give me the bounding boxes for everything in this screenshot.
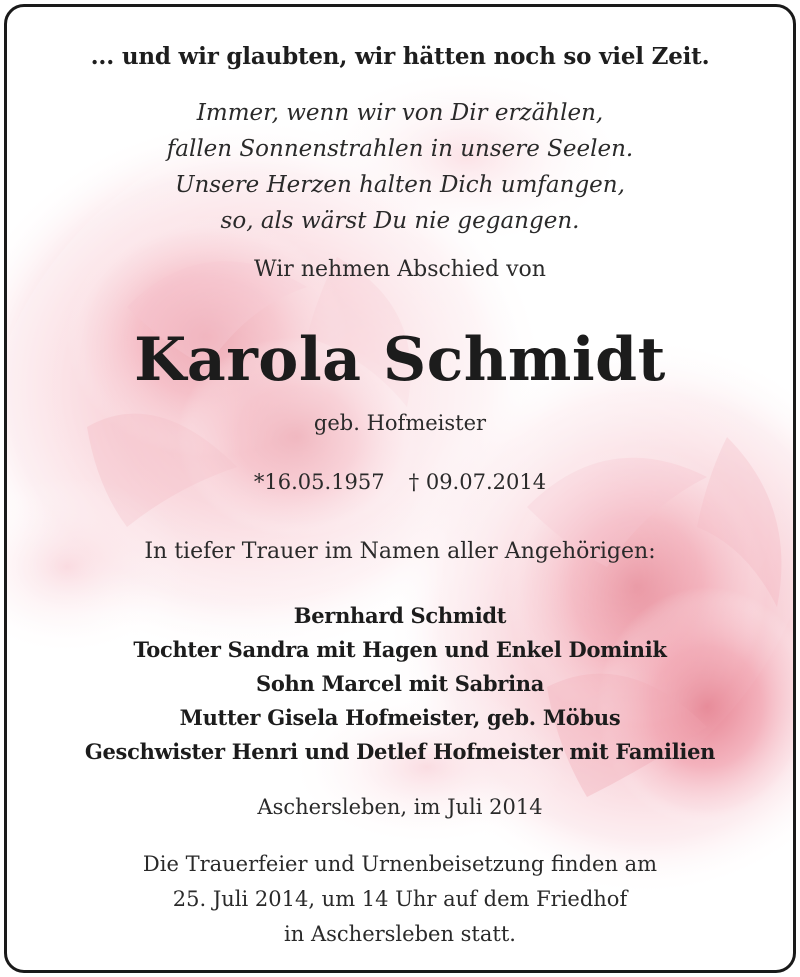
motto-heading: ... und wir glaubten, wir hätten noch so viel Zeit. bbox=[90, 43, 710, 70]
mourner-name: Geschwister Henri und Detlef Hofmeister mit Familien bbox=[84, 739, 716, 764]
life-dates bbox=[7, 470, 793, 494]
birth-date: *16.05.1957 bbox=[253, 470, 385, 494]
funeral-notice-line: 25. Juli 2014, um 14 Uhr auf dem Friedhof bbox=[172, 887, 628, 911]
poem-line: Immer, wenn wir von Dir erzählen, bbox=[196, 100, 604, 126]
death-date: † 09.07.2014 bbox=[408, 470, 547, 494]
funeral-notice-line: Die Trauerfeier und Urnenbeisetzung finden am bbox=[142, 852, 658, 876]
mourner-name: Mutter Gisela Hofmeister, geb. Möbus bbox=[179, 705, 621, 730]
mourner-name: Bernhard Schmidt bbox=[293, 603, 507, 628]
deceased-name: Karola Schmidt bbox=[134, 325, 666, 395]
obituary-frame bbox=[4, 4, 796, 973]
mourning-line: In tiefer Trauer im Namen aller Angehörigen: bbox=[144, 539, 656, 564]
place-and-date: Aschersleben, im Juli 2014 bbox=[257, 795, 543, 819]
obituary-content bbox=[7, 7, 793, 970]
mourner-name: Sohn Marcel mit Sabrina bbox=[255, 671, 545, 696]
farewell-intro: Wir nehmen Abschied von bbox=[254, 257, 546, 282]
poem-line: Unsere Herzen halten Dich umfangen, bbox=[175, 172, 625, 198]
mourner-name: Tochter Sandra mit Hagen und Enkel Dominik bbox=[133, 637, 667, 662]
maiden-name: geb. Hofmeister bbox=[313, 411, 487, 435]
poem-line: so, als wärst Du nie gegangen. bbox=[220, 208, 580, 234]
poem-line: fallen Sonnenstrahlen in unsere Seelen. bbox=[166, 136, 634, 162]
funeral-notice-line: in Aschersleben statt. bbox=[284, 922, 516, 946]
